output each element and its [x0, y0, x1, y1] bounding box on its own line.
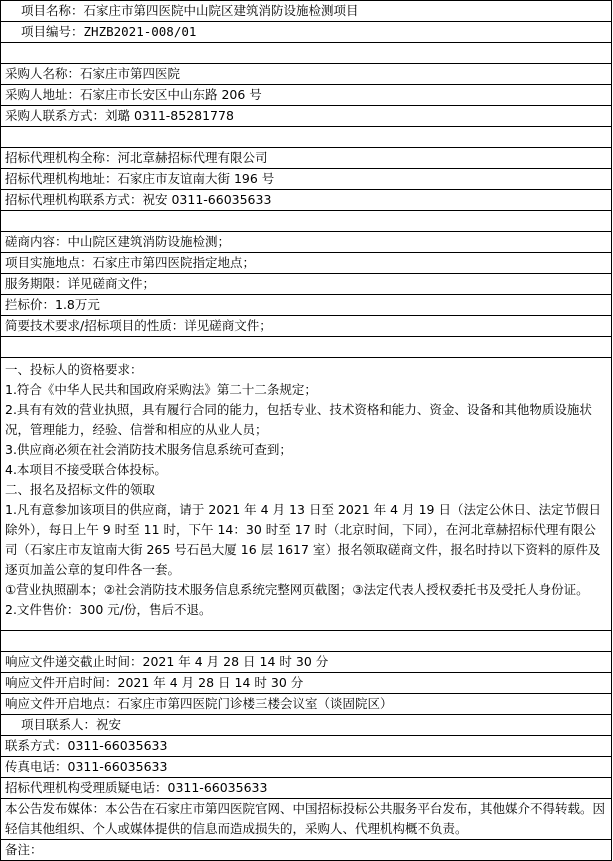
complaint-row	[1, 778, 612, 799]
consult-price-row	[1, 295, 612, 316]
qualification-item-1: 1.符合《中华人民共和国政府采购法》第二十二条规定；	[5, 382, 317, 397]
consult-period: 服务期限：详见磋商文件；	[1, 274, 612, 295]
project-code-label: 项目编号：	[21, 24, 84, 39]
consult-location-row	[1, 253, 612, 274]
consult-content-row	[1, 232, 612, 253]
open-time-row	[1, 673, 612, 694]
opening-time: 响应文件开启时间：2021 年 4 月 28 日 14 时 30 分	[1, 673, 612, 694]
purchaser-name-row	[1, 64, 612, 85]
agency-address-row	[1, 169, 612, 190]
complaint-phone: 招标代理机构受理质疑电话：0311-66035633	[1, 778, 612, 799]
contact-person: 项目联系人：祝安	[1, 715, 612, 736]
opening-place: 响应文件开启地点：石家庄市第四医院门诊楼三楼会议室（谈固院区）	[1, 694, 612, 715]
open-place-row	[1, 694, 612, 715]
blank-row	[1, 127, 612, 148]
registration-heading: 二、报名及招标文件的领取	[5, 482, 156, 497]
project-name-row	[1, 1, 612, 22]
qualification-heading: 一、投标人的资格要求：	[5, 362, 143, 377]
media-row	[1, 799, 612, 840]
project-code-row	[1, 22, 612, 43]
remark: 备注：	[1, 840, 612, 861]
blank-row	[1, 337, 612, 358]
purchaser-contact: 采购人联系方式：刘璐 0311-85281778	[1, 106, 612, 127]
consult-tech-row	[1, 316, 612, 337]
consult-location: 项目实施地点：石家庄市第四医院指定地点；	[1, 253, 612, 274]
registration-item-1: 1.凡有意参加该项目的供应商，请于 2021 年 4 月 13 日至 2021 年 4 月 19 日（法定公休日、法定节假日除外），每日上午 9 时至 11 时，下午 14：30 时至 17 时（北京时间，下同），在河北章赫招标代理有限公司（石家庄市友谊南大街 265 号石邑大厦 16 层 1617 室）报名领取磋商文件，报名时持以下资料的原件及逐页加盖公章的复印件各一套。	[5, 502, 601, 577]
submission-deadline: 响应文件递交截止时间：2021 年 4 月 28 日 14 时 30 分	[1, 652, 612, 673]
registration-fee: 2.文件售价：300 元/份，售后不退。	[5, 602, 212, 617]
blank-row	[1, 43, 612, 64]
fax-number: 传真电话：0311-66035633	[1, 757, 612, 778]
project-name: 石家庄市第四医院中山院区建筑消防设施检测项目	[83, 3, 359, 18]
agency-name: 招标代理机构全称：河北章赫招标代理有限公司	[1, 148, 612, 169]
contact-phone: 联系方式：0311-66035633	[1, 736, 612, 757]
publication-media: 本公告发布媒体：本公告在石家庄市第四医院官网、中国招标投标公共服务平台发布，其他媒介不得转载。因轻信其他组织、个人或媒体提供的信息而造成损失的，采购人、代理机构概不负责。	[1, 799, 612, 840]
qualification-item-3: 3.供应商必须在社会消防技术服务信息系统可查到；	[5, 442, 292, 457]
purchaser-name: 采购人名称：石家庄市第四医院	[1, 64, 612, 85]
consult-price: 拦标价：1.8万元	[1, 295, 612, 316]
registration-materials: ①营业执照副本；②社会消防技术服务信息系统完整网页截图；③法定代表人授权委托书及受托人身份证。	[5, 582, 589, 597]
consult-content: 磋商内容：中山院区建筑消防设施检测；	[1, 232, 612, 253]
consult-tech: 简要技术要求/招标项目的性质：详见磋商文件；	[1, 316, 612, 337]
purchaser-address: 采购人地址：石家庄市长安区中山东路 206 号	[1, 85, 612, 106]
purchaser-contact-row	[1, 106, 612, 127]
qualification-item-2: 2.具有有效的营业执照，具有履行合同的能力，包括专业、技术资格和能力、资金、设备和其他物质设施状况，管理能力，经验、信誉和相应的从业人员；	[5, 402, 592, 437]
qualification-item-4: 4.本项目不接受联合体投标。	[5, 462, 167, 477]
project-code: ZHZB2021-008/01	[83, 24, 197, 39]
agency-address: 招标代理机构地址：石家庄市友谊南大街 196 号	[1, 169, 612, 190]
fax-row	[1, 757, 612, 778]
requirements-row	[1, 358, 612, 631]
agency-contact: 招标代理机构联系方式：祝安 0311-66035633	[1, 190, 612, 211]
deadline-row	[1, 652, 612, 673]
blank-row	[1, 211, 612, 232]
blank-row	[1, 631, 612, 652]
remark-row	[1, 840, 612, 861]
contact-phone-row	[1, 736, 612, 757]
project-name-label: 项目名称：	[21, 3, 84, 18]
purchaser-address-row	[1, 85, 612, 106]
agency-name-row	[1, 148, 612, 169]
contact-person-row	[1, 715, 612, 736]
consult-period-row	[1, 274, 612, 295]
agency-contact-row	[1, 190, 612, 211]
